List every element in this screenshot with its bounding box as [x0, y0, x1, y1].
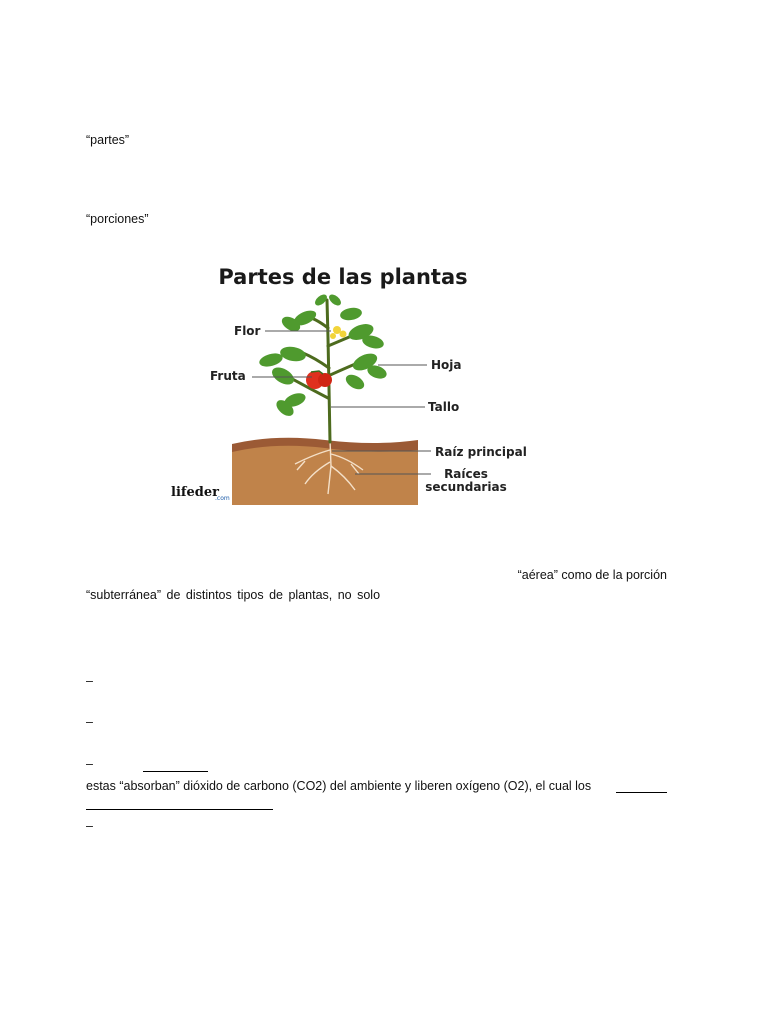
blank-line-2: [616, 792, 667, 793]
flower: [330, 326, 347, 339]
label-flor: Flor: [234, 324, 261, 338]
dash-4: –: [86, 819, 93, 833]
lifeder-logo: lifeder: [171, 485, 219, 500]
label-raices: Raíces: [444, 467, 488, 481]
label-raiz-principal: Raíz principal: [435, 445, 527, 459]
label-tallo: Tallo: [428, 400, 460, 414]
plant-diagram: [165, 258, 535, 513]
text-subterranea: “subterránea” de distintos tipos de plantas, no solo: [86, 588, 381, 602]
blank-line-3: [86, 809, 273, 810]
text-aerea: “aérea” como de la porción: [517, 568, 667, 582]
dash-3: –: [86, 757, 93, 771]
text-porciones: “porciones”: [86, 212, 149, 226]
label-hoja: Hoja: [431, 358, 462, 372]
text-partes: “partes”: [86, 133, 130, 147]
plant-parts-figure: [165, 258, 535, 513]
label-fruta: Fruta: [210, 369, 246, 383]
text-absorban: estas “absorban” dióxido de carbono (CO2) del ambiente y liberen oxígeno (O2), el cual los: [86, 779, 592, 793]
leaves: [258, 292, 389, 419]
blank-line-1: [143, 771, 208, 772]
lifeder-logo-suffix: .com: [215, 495, 230, 502]
label-secundarias: secundarias: [425, 480, 507, 494]
figure-title: Partes de las plantas: [218, 265, 468, 289]
dash-2: –: [86, 715, 93, 729]
dash-1: –: [86, 674, 93, 688]
